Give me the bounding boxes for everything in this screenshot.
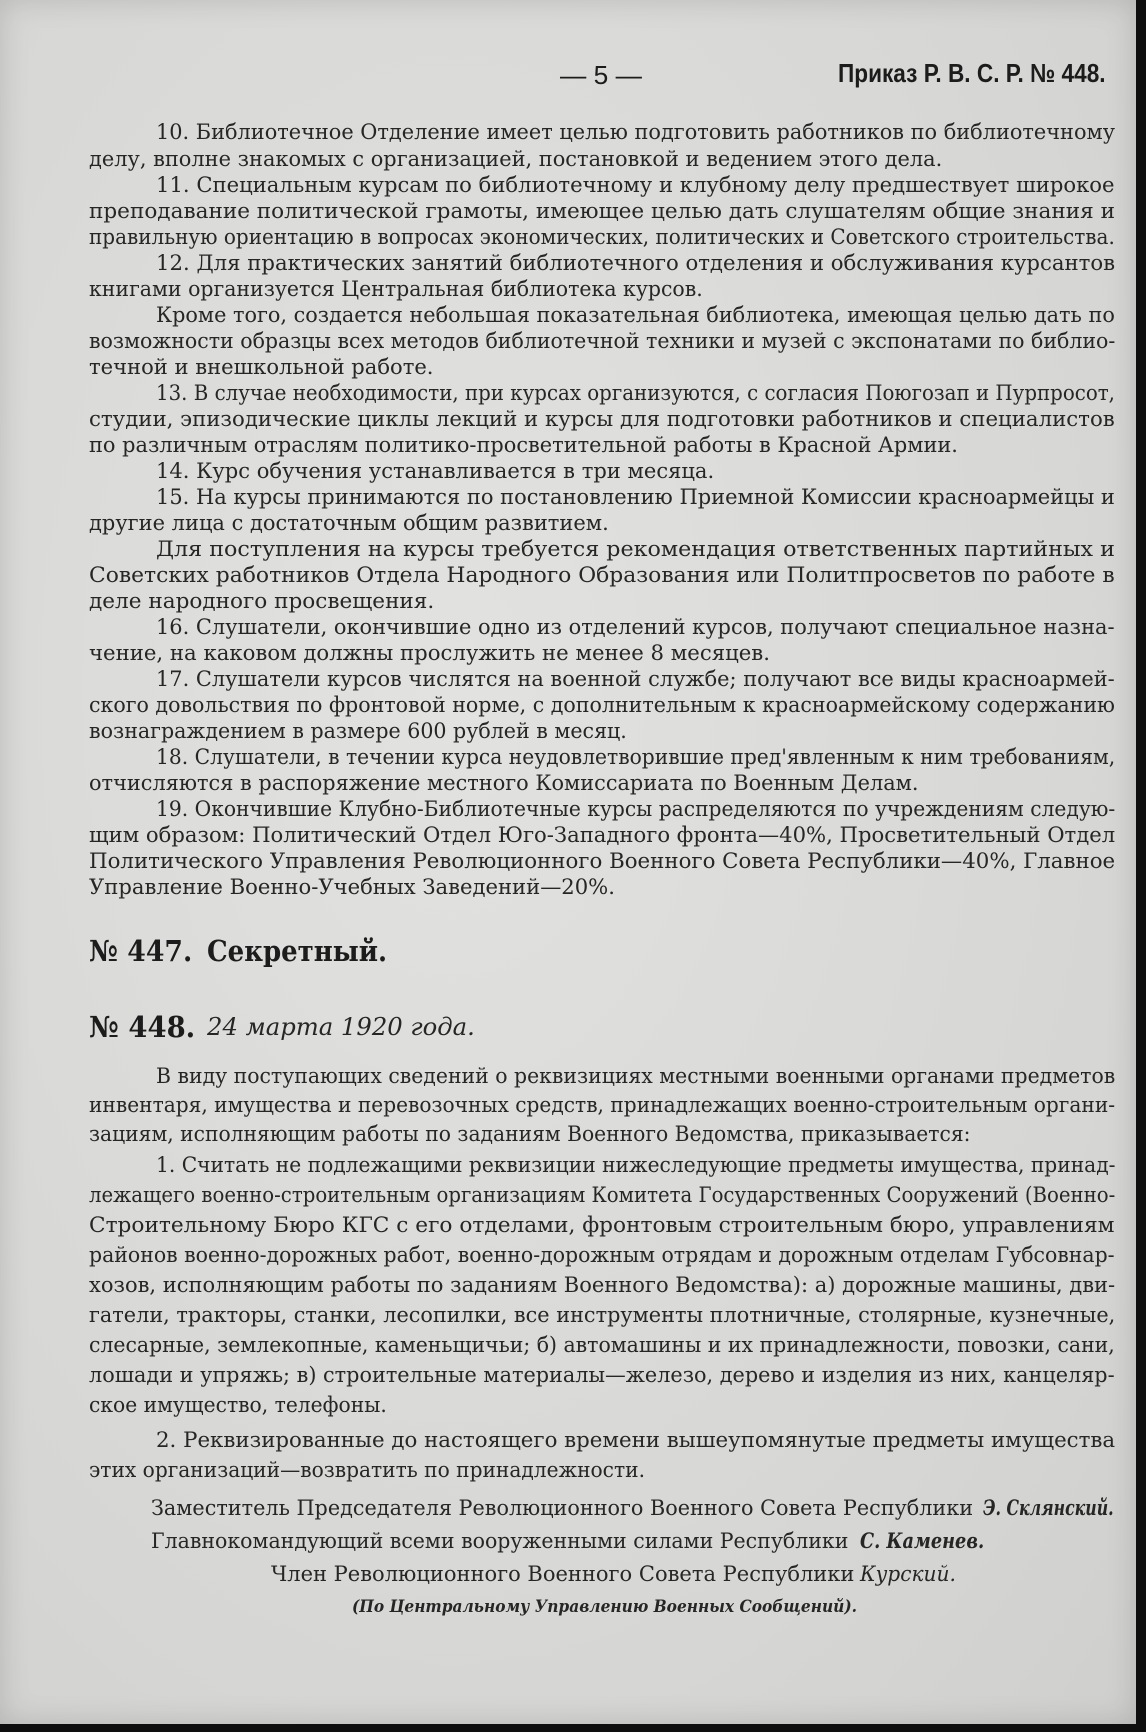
order-447-title: Секретный.	[207, 934, 388, 968]
text-line: книгами организуется Центральная библиотека курсов.	[89, 277, 703, 301]
order-448-date: 24 марта 1920 года.	[207, 1013, 475, 1041]
text-line: Кроме того, создается небольшая показательная библиотека, имеющая целью дать по	[156, 303, 1115, 327]
text-line: 18. Слушатели, в течении курса неудовлетворившие пред'явленным к ним требованиям,	[156, 745, 1116, 769]
order-448-number: № 448.	[89, 1010, 196, 1044]
text-line: гатели, тракторы, станки, лесопилки, все инструменты плотничные, столярные, кузнечные,	[89, 1303, 1116, 1327]
text-line: инвентаря, имущества и перевозочных средств, принадлежащих военно-строительным органи-	[89, 1093, 1116, 1117]
order-reference: Приказ Р. В. С. Р. № 448.	[838, 58, 1106, 88]
signature-title: Главнокомандующий всеми вооруженными силами Республики	[151, 1529, 849, 1553]
text-line: вознаграждением в размере 600 рублей в месяц.	[89, 719, 627, 743]
text-line: ское имущество, телефоны.	[89, 1393, 387, 1417]
text-line: течной и внешкольной работе.	[89, 355, 434, 379]
text-line: студии, эпизодические циклы лекций и курсы для подготовки работников и специалистов	[89, 407, 1115, 431]
text-line: по различным отраслям политико-просветительной работы в Красной Армии.	[89, 433, 958, 457]
text-line: 12. Для практических занятий библиотечного отделения и обслуживания курсантов	[156, 251, 1116, 275]
text-line: деле народного просвещения.	[89, 589, 435, 613]
text-line: правильную ориентацию в вопросах экономических, политических и Советского строительства.	[89, 225, 1115, 249]
text-line: щим образом: Политический Отдел Юго-Западного фронта—40%, Просветительный Отдел	[89, 823, 1116, 847]
text-line: Для поступления на курсы требуется рекомендация ответственных партийных и	[156, 537, 1115, 561]
text-line: делу, вполне знакомых с организацией, постановкой и ведением этого дела.	[89, 147, 943, 171]
text-line: 13. В случае необходимости, при курсах организуются, с согласия Поюгозап и Пурпросот,	[156, 381, 1115, 405]
signature-name: Курский.	[860, 1562, 956, 1586]
text-line: 2. Реквизированные до настоящего времени вышеупомянутые предметы имущества	[156, 1428, 1116, 1452]
text-line: лежащего военно-строительным организациям Комитета Государственных Сооружений (Военно-	[89, 1183, 1116, 1207]
text-line: другие лица с достаточным общим развитием.	[89, 511, 609, 535]
text-line: хозов, исполняющим работы по заданиям Военного Ведомства): а) дорожные машины, дви-	[89, 1273, 1116, 1297]
text-line: отчисляются в распоряжение местного Комиссариата по Военным Делам.	[89, 771, 919, 795]
text-line: Строительному Бюро КГС с его отделами, фронтовым строительным бюро, управлениям	[89, 1213, 1115, 1237]
signature-name: С. Каменев.	[860, 1528, 985, 1553]
text-line: В виду поступающих сведений о реквизициях местными военными органами предметов	[156, 1064, 1116, 1088]
page-number: — 5 —	[560, 60, 642, 90]
text-line: 11. Специальным курсам по библиотечному и клубному делу предшествует широкое	[156, 173, 1115, 197]
text-line: слесарные, землекопные, каменьщичьи; б) автомашины и их принадлежности, повозки, сани,	[89, 1333, 1115, 1357]
order-447-number: № 447.	[89, 934, 193, 968]
signature-title: Член Революционного Военного Совета Республики	[271, 1562, 855, 1586]
text-line: преподавание политической грамоты, имеющее целью дать слушателям общие знания и	[89, 199, 1115, 223]
text-line: районов военно-дорожных работ, военно-дорожным отрядам и дорожным отделам Губсовнар-	[89, 1243, 1115, 1267]
text-line: зациям, исполняющим работы по заданиям Военного Ведомства, приказывается:	[89, 1122, 971, 1146]
text-line: ского довольствия по фронтовой норме, с дополнительным к красноармейскому содержанию	[89, 693, 1115, 717]
text-line: 16. Слушатели, окончившие одно из отделений курсов, получают специальное назна-	[156, 615, 1115, 639]
text-line: 19. Окончившие Клубно-Библиотечные курсы распределяются по учреждениям следую-	[156, 797, 1116, 821]
text-line: Советских работников Отдела Народного Образования или Политпросветов по работе в	[89, 563, 1115, 587]
signature-title: Заместитель Председателя Революционного Военного Совета Республики	[151, 1496, 974, 1520]
text-line: 17. Слушатели курсов числятся на военной службе; получают все виды красноармей-	[156, 667, 1115, 691]
text-line: Политического Управления Революционного Военного Совета Республики—40%, Главное	[89, 849, 1116, 873]
signature-name: Э. Склянский.	[983, 1495, 1114, 1520]
text-line: возможности образцы всех методов библиотечной техники и музей с экспонатами по библио-	[89, 329, 1116, 353]
text-line: этих организаций—возвратить по принадлежности.	[89, 1458, 645, 1482]
text-line: 1. Считать не подлежащими реквизиции нижеследующие предметы имущества, принад-	[156, 1153, 1116, 1177]
text-line: 14. Курс обучения устанавливается в три месяца.	[156, 459, 715, 483]
text-line: 10. Библиотечное Отделение имеет целью подготовить работников по библиотечному	[156, 120, 1115, 144]
text-line: Управление Военно-Учебных Заведений—20%.	[89, 875, 615, 899]
text-line: 15. На курсы принимаются по постановлению Приемной Комиссии красноармейцы и	[156, 485, 1115, 509]
text-line: чение, на каковом должны прослужить не менее 8 месяцев.	[89, 641, 770, 665]
footnote: (По Центральному Управлению Военных Сообщений).	[352, 1597, 858, 1617]
text-line: лошади и упряжь; в) строительные материалы—железо, дерево и изделия из них, канцеляр-	[89, 1363, 1115, 1387]
